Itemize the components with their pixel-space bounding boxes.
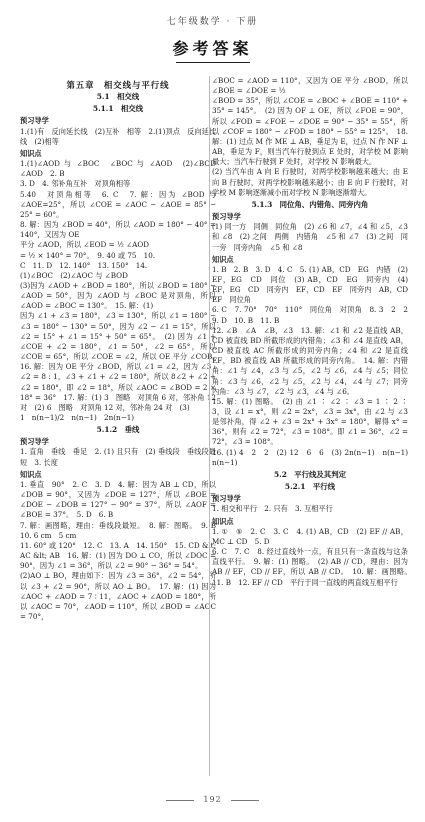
answer-paragraph: 6. C 7. C 8. 经过直线外一点，有且只有一条直线与这条直线平行。 9. 解：(1) 图略。 (2) AB // CD，理由：因为 AB // EF，CD // EF，所以 AB // CD。 10. 解：画图略。 11. B 12. EF // CD 平行于同一直线的两直线互相平行 — [212, 547, 408, 587]
section-heading: 5.2 平行线及其判定 — [274, 469, 346, 479]
answer-paragraph: (2)AO ⊥ BO，理由如下：因为 ∠3 = 36°，∠2 = 54°，所以 ∠3 + ∠2 = 90°，所以 AO ⊥ BO。 17. 解：(1) 因为 ∠AOC + ∠AOD = 7 ∶ 11，∠AOC + ∠AOD = 180°，所以 ∠AOC = 70°，∠AOD = 110°，所以 ∠BOD = ∠AOC = 70°， — [20, 571, 216, 621]
section-heading: 5.1.3 同位角、内错角、同旁内角 — [251, 199, 369, 209]
page-number: 192 — [203, 795, 222, 804]
answer-paragraph: 1. 垂直 90° 2. C 3. D 4. 解：因为 AB ⊥ CD，所以 ∠DOB = 90°，又因为 ∠DOE = 127°，所以 ∠BOE = ∠DOE − ∠DOB = 127° − 90° = 37°，所以 ∠AOF = ∠BOE = 37°。 5. D 6. B — [20, 479, 216, 520]
answer-paragraph: 平分 ∠AOD，所以 ∠EOD = ½ ∠AOD — [20, 240, 150, 250]
section-heading: 5.1 相交线 — [96, 92, 140, 102]
footer-rule-right — [231, 800, 259, 801]
answer-paragraph: ∠BOC = ∠AOD = 110°，又因为 OE 平分 ∠BOD，所以 ∠BOE = ∠DOE = ½ — [212, 76, 408, 96]
answer-paragraph: 12. ∠B ∠A ∠B，∠3 13. 解：∠1 和 ∠2 是直线 AB，CD 被直线 BD 所截形成的内错角；∠3 和 ∠4 是直线 AB，CD 被直线 AC 所截形成的同旁内角；∠4 和 ∠2 是直线 EF，BD 被直线 AB 所截形成的同旁内角。 14. 解：内错角：∠1 与 ∠4，∠3 与 ∠5，∠2 与 ∠6，∠4 与 ∠5；同位角：∠3 与 ∠6，∠2 与 ∠5，∠2 与 ∠4，∠4 与 ∠7；同旁内角：∠3 与 ∠7，∠2 与 ∠3，∠4 与 ∠6。 — [212, 325, 408, 396]
answer-paragraph: 7. 解：画图略，理由：垂线段最短。 8. 解：图略。 9. B 10. 6 cm 5 cm — [20, 520, 216, 540]
answer-paragraph: 1. 相交和平行 2. 只有 3. 互相平行 — [212, 504, 333, 514]
running-header: 七年级数学 · 下册 — [166, 17, 259, 27]
answer-paragraph: 1. B 2. B 3. D 4. C 5. (1) AB，CD EG 内错 (2) EF，EG CD 同位 (3) AB，CD EG 同旁内 (4) EF，EG CD 同旁内 EF，CD EF 同旁内 AB，CD EF 同位角 — [212, 264, 408, 305]
answer-paragraph: = ½ × 140° = 70°。 9. 40 或 75 10. — [20, 250, 156, 260]
subsection-label: 知识点 — [212, 254, 234, 264]
answer-paragraph: 11. 60° 或 120° 12. C 13. A 14. 150° 15. CD &lt; AC &lt; AB 16. 解：(1) 因为 DO ⊥ CO，所以 ∠DOC = 90°，因为 ∠1 = 36°，所以 ∠2 = 90° − 36° = 54°。 — [20, 540, 216, 571]
answer-paragraph: 因为 ∠1 + ∠3 = 180°，∠3 = 130°，所以 ∠1 = 180° − ∠3 = 180° − 130° = 50°，因为 ∠2 − ∠1 = 15°，所以 ∠2 = 15° + ∠1 = 15° + 50° = 65°。 (2) 因为 ∠1 + ∠COE + ∠2 = 180°，∠1 = 50°，∠2 = 65°，所以 ∠COE = 65°，所以 ∠COE = ∠2，所以 OE 平分 ∠COB。 16. 解：因为 OE 平分 ∠BOD，所以 ∠1 = ∠2，因为 ∠3 : ∠2 = 8 : 1，∠3 + ∠1 + ∠2 = 180°，所以 8∠2 + ∠2 + ∠2 = 180°，即 ∠2 = 18°，所以 ∠AOC = ∠BOD = 2 × 18° = 36° 17. 解：(1) 3 图略 对顶角 6 对，邻补角 12 对 (2) 6 图略 对顶角 12 对，邻补角 24 对 (3) — [20, 311, 216, 412]
answer-paragraph: (2) 当汽车由 A 向 E 行驶时，对两学校影响越来越大；由 E 向 B 行驶时，对两学校影响越来越小；由 E 向 F 行驶时，对学校 M 影响逐渐减小而对学校 N 影响逐渐增大。 — [212, 167, 408, 197]
answer-paragraph: 5.40 对顶角相等 6. C 7. 解：因为 ∠BOD 与 ∠AOE=25°，所以 ∠COE = ∠AOC − ∠AOE = 85° − 25° = 60°。 — [20, 189, 216, 219]
answer-paragraph: 15. 解：(1) 图略。 (2) 由 ∠1 ∶ ∠2 ∶ ∠3 = 1 ∶ 2 ∶ 3，设 ∠1 = x°，则 ∠2 = 2x°，∠3 = 3x°，由 ∠2 与 ∠3 是邻补角，得 ∠2 + ∠3 = 2x° + 3x° = 180°，解得 x° = 36°，则有 ∠2 = 72°，∠3 = 108°。即 ∠1 = 36°，∠2 = 72°，∠3 = 108°。 — [212, 396, 408, 447]
chapter-heading: 第五章 相交线与平行线 — [66, 80, 170, 90]
answer-paragraph: 6. C 7. 70° 70° 110° 同位角 对顶角 8. 3 2 2 9. D 10. B 11. B — [212, 305, 408, 325]
subsection-label: 知识点 — [20, 148, 42, 158]
answer-paragraph: 1. ① ⑤ 2. C 3. C 4. (1) AB，CD (2) EF // AB，MC ⊥ CD 5. D — [212, 526, 408, 546]
section-heading: 5.2.1 平行线 — [284, 482, 336, 492]
answer-paragraph: 1 n(n−1)/2 n(n−1) 2n(n−1) — [20, 413, 135, 422]
title-underline — [176, 62, 250, 63]
subsection-label: 预习导学 — [20, 116, 49, 126]
page-title: 参考答案 — [172, 39, 253, 58]
subsection-label: 预习导学 — [212, 212, 241, 222]
answer-paragraph: 1. 直角 垂线 垂足 2. (1) 且只有 (2) 垂线段 垂线段最短 3. 长度 — [20, 447, 216, 467]
answer-paragraph: 1.(1)∠AOD 与 ∠BOC ∠BOC 与 ∠AOD (2)∠BOD ∠AOD 2. B — [20, 159, 216, 179]
answer-paragraph: C 11. D 12. 140° 13. 150° 14. — [20, 260, 148, 270]
answer-paragraph: 1.(1)有 反向延长线 (2)互补 相等 2.(1)顶点 反向延长线 (2)相等 — [20, 126, 216, 146]
section-heading: 5.1.2 垂线 — [96, 425, 140, 435]
answer-paragraph: (1) 同一方 同侧 同位角 (2) ∠6 和 ∠7，∠4 和 ∠5，∠3 和 ∠8 (2) 之间 两侧 内错角 ∠5 和 ∠7 (3) 之间 同一旁 同旁内角 ∠5 和 ∠8 — [212, 222, 408, 252]
answer-paragraph: ∠BOD = 35°，所以 ∠COE = ∠BOC + ∠BOE = 110° + 35° = 145°。 (2) 因为 OF ⊥ OE，所以 ∠FOE = 90°，所以 ∠FOD = ∠FOE − ∠DOE = 90° − 35° = 55°，所以 ∠COF = 180° − ∠FOD = 180° − 55° = 125°。 18. 解：(1) 过点 M 作 ME ⊥ AB，垂足为 E，过点 N 作 NF ⊥ AB，垂足为 F，则当汽车行驶到点 E 处时，对学校 M 影响最大；当汽车行驶到 F 处时，对学校 N 影响最大。 — [212, 96, 408, 167]
answer-paragraph: 8. 解：因为 ∠BOD = 40°，所以 ∠AOD = 180° − 40° = 140°，又因为 OE — [20, 220, 216, 240]
section-heading: 5.1.1 相交线 — [92, 104, 144, 114]
left-column — [20, 76, 216, 782]
answer-paragraph: 3. D 4. 邻补角互补 对顶角相等 — [20, 179, 131, 189]
subsection-label: 预习导学 — [212, 494, 241, 504]
answer-paragraph: (3)因为 ∠AOD + ∠BOD = 180°，所以 ∠BOD = 180° − ∠AOD = 50°，因为 ∠AOD 与 ∠BOC 是对顶角，所以 ∠AOD = ∠BOC = 130°。 15. 解：(1) — [20, 280, 216, 311]
answer-paragraph: (1)∠BOC (2)∠AOC 与 ∠BOD — [20, 270, 128, 280]
subsection-label: 知识点 — [20, 469, 42, 479]
column-divider — [209, 76, 210, 776]
subsection-label: 预习导学 — [20, 437, 49, 447]
subsection-label: 知识点 — [212, 516, 234, 526]
answer-paragraph: 16. (1) 4 2 2 (2) 12 6 6 (3) 2n(n−1) n(n−1) n(n−1) — [212, 447, 408, 467]
right-column — [212, 76, 408, 782]
